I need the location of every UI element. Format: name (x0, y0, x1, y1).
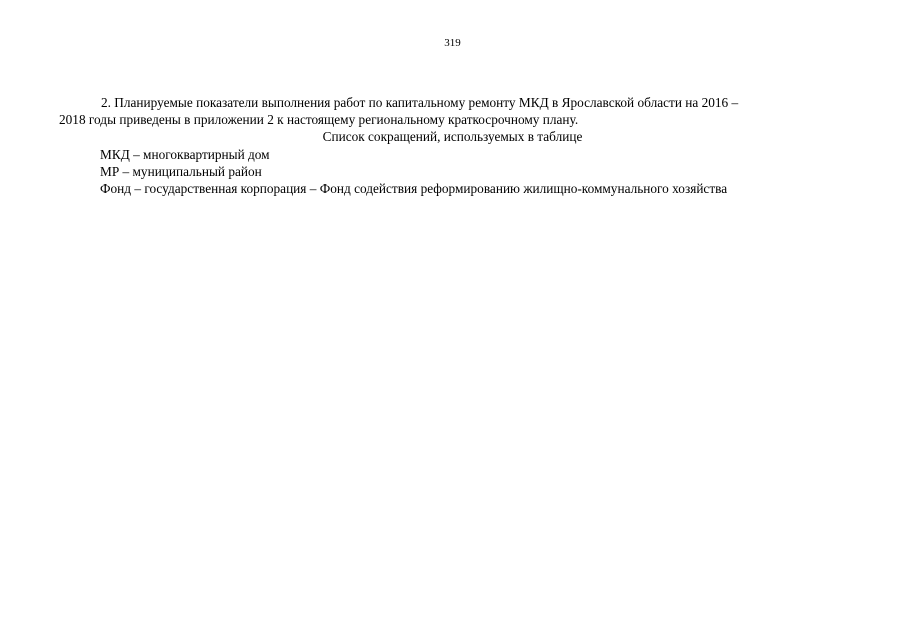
paragraph-line-1: 2. Планируемые показатели выполнения работ по капитальному ремонту МКД в Ярославской области на 2016 – (101, 95, 739, 110)
page-number: 319 (444, 37, 461, 49)
abbreviation-item-fond: Фонд – государственная корпорация – Фонд содействия реформированию жилищно-коммунального хозяйства (100, 181, 728, 196)
abbreviations-caption: Список сокращений, используемых в таблице (322, 129, 583, 144)
abbreviation-item-mkd: МКД – многоквартирный дом (100, 147, 270, 162)
paragraph-line-2: 2018 годы приведены в приложении 2 к настоящему региональному краткосрочному плану. (59, 112, 579, 127)
abbreviation-item-mr: МР – муниципальный район (100, 164, 262, 179)
